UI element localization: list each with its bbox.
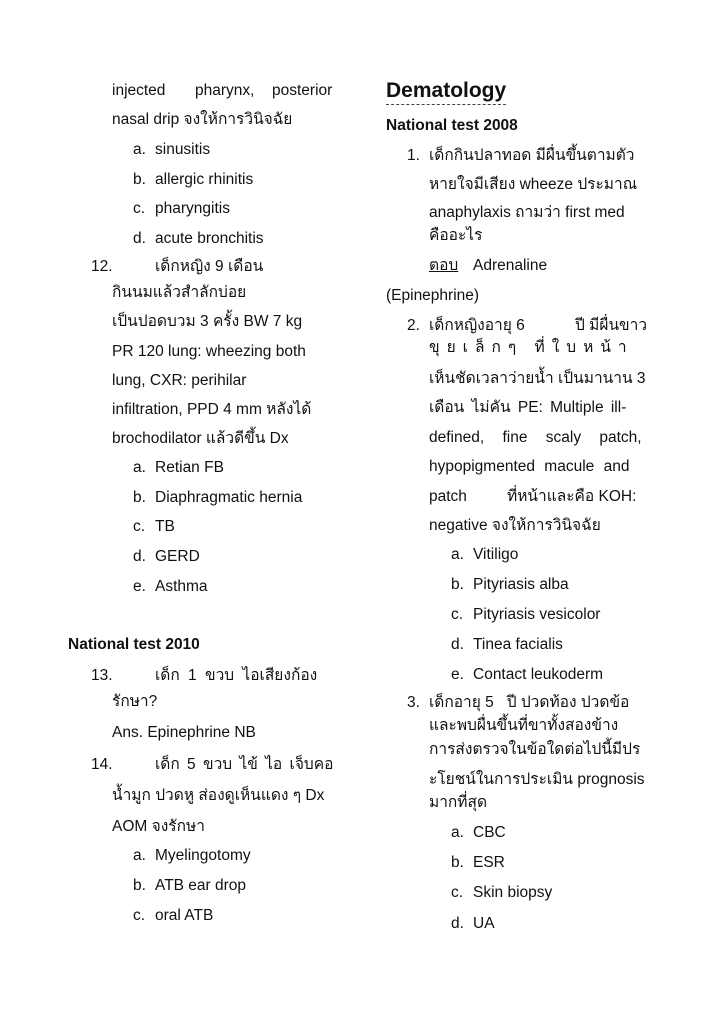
question-text: หายใจมีเสียง wheeze ประมาณ	[429, 176, 638, 193]
question-number: 2.	[407, 317, 420, 334]
choice-text: ATB ear drop	[155, 877, 247, 894]
question-text: infiltration, PPD 4 mm หลังได้	[112, 401, 312, 418]
choice-text: UA	[473, 915, 495, 932]
list-item-marker: e.	[451, 666, 464, 683]
question-text: เด็ก 1 ขวบ ไอเสียงก้อง	[155, 667, 318, 684]
question-text: negative จงให้การวินิจฉัย	[429, 517, 601, 534]
question-number: 13.	[91, 667, 113, 684]
choice-text: ESR	[473, 854, 505, 871]
question-text: ขุยเล็กๆ ที่ใบหน้า	[429, 339, 634, 356]
question-text: เด็กกินปลาทอด มีผื่นขึ้นตามตัว	[429, 147, 635, 164]
question-text: เด็กหญิง 9 เดือน	[155, 258, 264, 275]
question-text: เด็ก 5 ขวบ ไข้ ไอ เจ็บคอ	[155, 756, 334, 773]
answer-text: Adrenaline	[473, 257, 548, 274]
list-item-marker: d.	[133, 230, 146, 247]
list-item-marker: a.	[451, 824, 464, 841]
list-item-marker: d.	[451, 636, 464, 653]
choice-text: CBC	[473, 824, 506, 841]
list-item-marker: d.	[451, 915, 464, 932]
choice-text: Pityriasis vesicolor	[473, 606, 601, 623]
question-text: คืออะไร	[429, 227, 483, 244]
choice-text: Pityriasis alba	[473, 576, 569, 593]
question-text: มากที่สุด	[429, 794, 488, 811]
choice-text: Tinea facialis	[473, 636, 563, 653]
list-item-marker: c.	[451, 884, 464, 901]
list-item-marker: c.	[451, 606, 464, 623]
list-item-marker: a.	[133, 847, 146, 864]
list-item-marker: d.	[133, 548, 146, 565]
choice-text: Diaphragmatic hernia	[155, 489, 303, 506]
question-text: น้ำมูก ปวดหู ส่องดูเห็นแดง ๆ Dx	[112, 787, 325, 804]
list-item-marker: b.	[133, 877, 146, 894]
list-item-marker: b.	[133, 489, 146, 506]
list-item-marker: a.	[133, 459, 146, 476]
question-text: anaphylaxis ถามว่า first med	[429, 204, 625, 221]
question-text: เดือน ไม่คัน PE: Multiple ill-	[429, 399, 627, 416]
list-item-marker: b.	[133, 171, 146, 188]
text-line: nasal drip จงให้การวินิจฉัย	[112, 111, 293, 128]
list-item-marker: c.	[133, 518, 146, 535]
question-number: 12.	[91, 258, 113, 275]
list-item-marker: c.	[133, 200, 146, 217]
question-number: 14.	[91, 756, 113, 773]
choice-text: Skin biopsy	[473, 884, 553, 901]
question-text: เด็กอายุ 5 ปี ปวดท้อง ปวดข้อ	[429, 694, 630, 711]
choice-text: sinusitis	[155, 141, 211, 158]
question-text: เด็กหญิงอายุ 6	[429, 317, 525, 334]
list-item-marker: b.	[451, 576, 464, 593]
choice-text: acute bronchitis	[155, 230, 264, 247]
choice-text: Asthma	[155, 578, 208, 595]
question-text: เห็นชัดเวลาว่ายน้ำ เป็นมานาน 3	[429, 370, 646, 387]
choice-text: Vitiligo	[473, 546, 519, 563]
question-number: 1.	[407, 147, 420, 164]
page-heading: Dematology	[386, 78, 506, 105]
answer-text: (Epinephrine)	[386, 287, 480, 304]
list-item-marker: e.	[133, 578, 146, 595]
text-line: pharynx,	[195, 82, 255, 99]
question-text: patch	[429, 488, 467, 505]
question-text: ะโยชน์ในการประเมิน prognosis	[429, 771, 645, 788]
question-text: การส่งตรวจในข้อใดต่อไปนี้มีปร	[429, 741, 641, 758]
answer-text: Ans. Epinephrine NB	[112, 724, 256, 741]
choice-text: oral ATB	[155, 907, 214, 924]
question-text: brochodilator แล้วดีขึ้น Dx	[112, 430, 289, 447]
list-item-marker: b.	[451, 854, 464, 871]
question-text: lung, CXR: perihilar	[112, 372, 247, 389]
choice-text: pharyngitis	[155, 200, 230, 217]
question-text: ที่หน้าและคือ KOH:	[507, 488, 637, 505]
choice-text: TB	[155, 518, 175, 535]
section-heading: National test 2010	[68, 636, 200, 653]
question-text: และพบผื่นขึ้นที่ขาทั้งสองข้าง	[429, 717, 619, 734]
choice-text: allergic rhinitis	[155, 171, 254, 188]
answer-label: ตอบ	[429, 257, 459, 274]
section-heading: National test 2008	[386, 117, 518, 134]
text-line: injected	[112, 82, 166, 99]
question-text: PR 120 lung: wheezing both	[112, 343, 306, 360]
choice-text: Myelingotomy	[155, 847, 251, 864]
choice-text: Retian FB	[155, 459, 224, 476]
list-item-marker: c.	[133, 907, 146, 924]
question-number: 3.	[407, 694, 420, 711]
question-text: รักษา?	[112, 693, 158, 710]
choice-text: Contact leukoderm	[473, 666, 604, 683]
question-text: AOM จงรักษา	[112, 818, 205, 835]
choice-text: GERD	[155, 548, 200, 565]
question-text: ปี มีผื่นขาว	[575, 317, 648, 334]
question-text: เป็นปอดบวม 3 ครั้ง BW 7 kg	[112, 313, 303, 330]
question-text: hypopigmented macule and	[429, 458, 630, 475]
list-item-marker: a.	[451, 546, 464, 563]
text-line: posterior	[272, 82, 333, 99]
question-text: defined, fine scaly patch,	[429, 429, 642, 446]
question-text: กินนมแล้วสำลักบ่อย	[112, 284, 247, 301]
list-item-marker: a.	[133, 141, 146, 158]
